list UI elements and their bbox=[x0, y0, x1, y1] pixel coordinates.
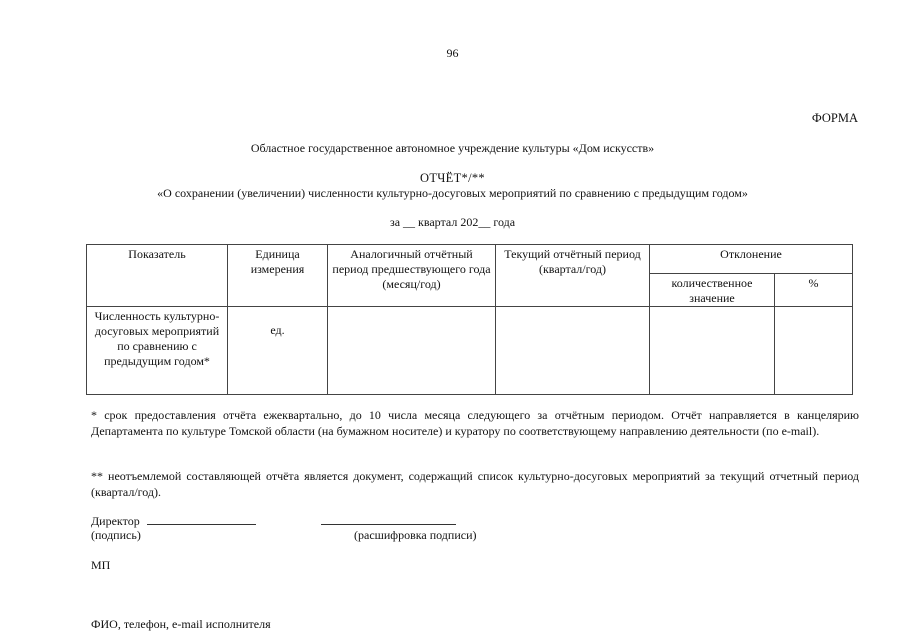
decoding-caption: (расшифровка подписи) bbox=[354, 528, 477, 542]
header-deviation: Отклонение bbox=[650, 245, 853, 274]
page-number: 96 bbox=[446, 46, 459, 60]
report-title: ОТЧЁТ*/** bbox=[420, 171, 485, 185]
header-deviation-quantity: количественное значение bbox=[650, 274, 775, 307]
header-current-period: Текущий отчётный период (квартал/год) bbox=[496, 245, 650, 307]
signature-caption: (подпись) bbox=[91, 528, 141, 542]
cell-deviation-quantity bbox=[650, 307, 775, 395]
header-indicator: Показатель bbox=[87, 245, 228, 307]
signature-blank bbox=[147, 513, 256, 525]
table-row bbox=[87, 307, 853, 395]
stamp-label: МП bbox=[91, 558, 111, 572]
director-signature-line bbox=[91, 513, 456, 529]
form-label: ФОРМА bbox=[811, 111, 858, 125]
header-prev-period: Аналогичный отчётный период предшествующего года (месяц/год) bbox=[328, 245, 496, 307]
cell-unit: ед. bbox=[228, 307, 328, 395]
executor-label: ФИО, телефон, e-mail исполнителя bbox=[91, 617, 271, 631]
report-period: за __ квартал 202__ года bbox=[389, 215, 516, 229]
header-unit: Единица измерения bbox=[228, 245, 328, 307]
footnote-1: * срок предоставления отчёта ежеквартально, до 10 числа месяца следующего за отчётным периодом. Отчёт направляется в канцелярию Департамента по культуре Томской области (на бумажном носителе) и куратору по соответствующему направлению деятельности (по e-mail). bbox=[91, 408, 859, 438]
cell-deviation-percent bbox=[775, 307, 853, 395]
cell-prev-period bbox=[328, 307, 496, 395]
director-label: Директор bbox=[91, 514, 140, 528]
report-subtitle: «О сохранении (увеличении) численности культурно-досуговых мероприятий по сравнению с предыдущим годом» bbox=[157, 186, 748, 200]
signature-captions bbox=[91, 528, 511, 543]
organization-name: Областное государственное автономное учреждение культуры «Дом искусств» bbox=[250, 141, 655, 155]
footnote-2: ** неотъемлемой составляющей отчёта является документ, содержащий список культурно-досуговых мероприятий за текущий отчетный период (квартал/год). bbox=[91, 469, 859, 499]
cell-indicator: Численность культурно-досуговых мероприятий по сравнению с предыдущим годом* bbox=[87, 307, 228, 395]
cell-current-period bbox=[496, 307, 650, 395]
table-header-row bbox=[87, 245, 853, 274]
header-deviation-percent: % bbox=[775, 274, 853, 307]
decoding-blank bbox=[321, 513, 456, 525]
report-table bbox=[86, 244, 853, 395]
